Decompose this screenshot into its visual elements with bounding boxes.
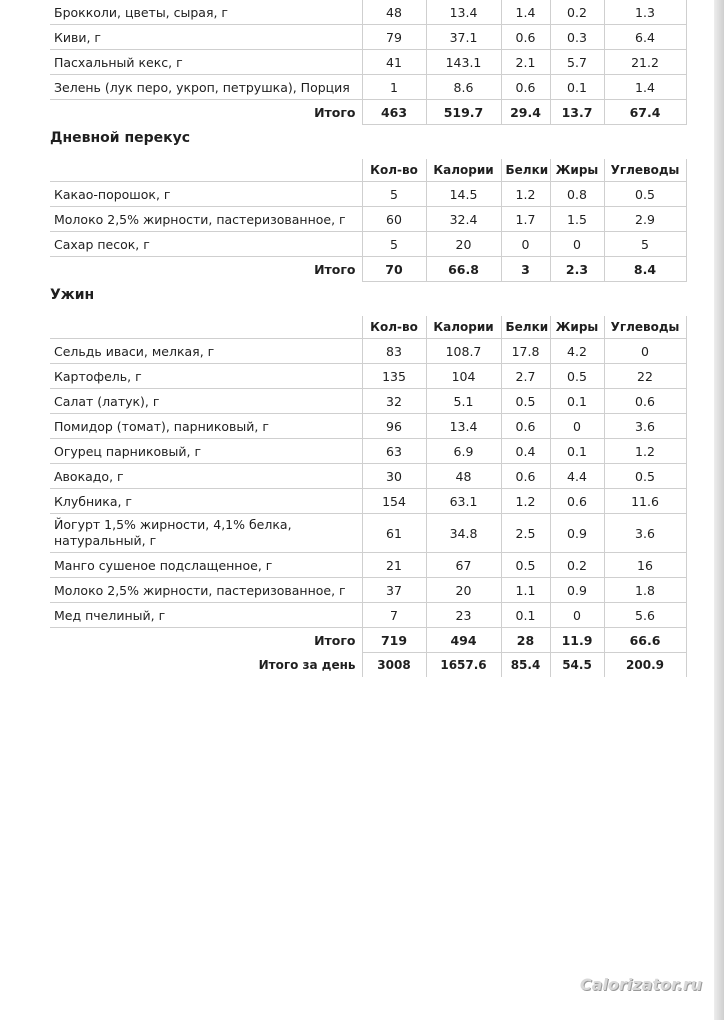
food-name: Молоко 2,5% жирности, пастеризованное, г	[50, 578, 362, 603]
column-header-cal: Калории	[426, 316, 501, 339]
dinner-total-row-carb: 66.6	[604, 628, 686, 653]
cell-fat: 0.1	[550, 389, 604, 414]
section-title-dinner: Ужин	[50, 287, 95, 303]
header-empty-cell	[50, 159, 362, 182]
cell-fat: 4.2	[550, 339, 604, 364]
cell-pro: 1.4	[501, 0, 550, 25]
cell-carb: 22	[604, 364, 686, 389]
lunch-table	[50, 0, 687, 125]
cell-cal: 13.4	[426, 414, 501, 439]
cell-cal: 14.5	[426, 182, 501, 207]
food-name: Салат (латук), г	[50, 389, 362, 414]
food-name: Авокадо, г	[50, 464, 362, 489]
dinner-total-row-label: Итого	[314, 632, 356, 648]
cell-qty: 60	[362, 207, 426, 232]
section-title-snack: Дневной перекус	[50, 130, 191, 146]
cell-carb: 1.4	[604, 75, 686, 100]
column-header-pro: Белки	[501, 159, 550, 182]
table-row	[50, 514, 686, 553]
column-header-fat: Жиры	[550, 159, 604, 182]
table-row	[50, 489, 686, 514]
cell-carb: 3.6	[604, 514, 686, 553]
cell-pro: 0.6	[501, 25, 550, 50]
lunch-total-row-qty: 463	[362, 100, 426, 125]
cell-fat: 1.5	[550, 207, 604, 232]
lunch-total-row-carb: 67.4	[604, 100, 686, 125]
cell-pro: 0	[501, 232, 550, 257]
cell-pro: 0.4	[501, 439, 550, 464]
cell-cal: 13.4	[426, 0, 501, 25]
food-name: Помидор (томат), парниковый, г	[50, 414, 362, 439]
cell-qty: 79	[362, 25, 426, 50]
table-row	[50, 232, 686, 257]
lunch-total-row-label: Итого	[314, 104, 356, 120]
cell-cal: 5.1	[426, 389, 501, 414]
cell-pro: 17.8	[501, 339, 550, 364]
lunch-total-row	[50, 100, 686, 125]
snack-total-row-pro: 3	[501, 257, 550, 282]
cell-fat: 0	[550, 232, 604, 257]
cell-fat: 0.2	[550, 553, 604, 578]
dinner-total-row-qty: 719	[362, 628, 426, 653]
table-row	[50, 0, 686, 25]
column-header-fat: Жиры	[550, 316, 604, 339]
cell-qty: 21	[362, 553, 426, 578]
column-header-qty: Кол-во	[362, 159, 426, 182]
cell-carb: 5	[604, 232, 686, 257]
cell-pro: 0.5	[501, 553, 550, 578]
column-header-qty: Кол-во	[362, 316, 426, 339]
cell-qty: 83	[362, 339, 426, 364]
table-row	[50, 389, 686, 414]
watermark-logo: Calorizator.ru	[579, 975, 702, 994]
food-name: Молоко 2,5% жирности, пастеризованное, г	[50, 207, 362, 232]
cell-fat: 0.5	[550, 364, 604, 389]
cell-carb: 1.3	[604, 0, 686, 25]
food-name: Огурец парниковый, г	[50, 439, 362, 464]
cell-fat: 0	[550, 603, 604, 628]
table-row	[50, 339, 686, 364]
cell-fat: 0.3	[550, 25, 604, 50]
cell-qty: 96	[362, 414, 426, 439]
lunch-total-row-fat: 13.7	[550, 100, 604, 125]
cell-carb: 0.6	[604, 389, 686, 414]
cell-pro: 0.6	[501, 75, 550, 100]
cell-cal: 143.1	[426, 50, 501, 75]
cell-qty: 154	[362, 489, 426, 514]
cell-carb: 16	[604, 553, 686, 578]
cell-carb: 3.6	[604, 414, 686, 439]
table-row	[50, 553, 686, 578]
cell-fat: 5.7	[550, 50, 604, 75]
cell-cal: 37.1	[426, 25, 501, 50]
cell-qty: 135	[362, 364, 426, 389]
food-name: Сахар песок, г	[50, 232, 362, 257]
page-edge	[714, 0, 724, 1020]
cell-fat: 0	[550, 414, 604, 439]
cell-carb: 2.9	[604, 207, 686, 232]
table-row	[50, 364, 686, 389]
cell-pro: 2.5	[501, 514, 550, 553]
day-total-row-qty: 3008	[362, 653, 426, 678]
cell-qty: 7	[362, 603, 426, 628]
cell-cal: 34.8	[426, 514, 501, 553]
cell-carb: 21.2	[604, 50, 686, 75]
cell-pro: 0.6	[501, 464, 550, 489]
cell-fat: 0.6	[550, 489, 604, 514]
cell-carb: 0.5	[604, 182, 686, 207]
day-total-row-label: Итого за день	[258, 657, 356, 672]
food-name: Брокколи, цветы, сырая, г	[50, 0, 362, 25]
cell-qty: 32	[362, 389, 426, 414]
cell-carb: 1.2	[604, 439, 686, 464]
cell-qty: 5	[362, 232, 426, 257]
cell-pro: 2.7	[501, 364, 550, 389]
dinner-table	[50, 316, 687, 677]
lunch-total-row-pro: 29.4	[501, 100, 550, 125]
cell-qty: 48	[362, 0, 426, 25]
food-name: Йогурт 1,5% жирности, 4,1% белка, натуральный, г	[50, 514, 362, 553]
cell-carb: 1.8	[604, 578, 686, 603]
cell-pro: 0.5	[501, 389, 550, 414]
table-row	[50, 50, 686, 75]
cell-cal: 6.9	[426, 439, 501, 464]
cell-qty: 63	[362, 439, 426, 464]
snack-total-row-cal: 66.8	[426, 257, 501, 282]
food-name: Картофель, г	[50, 364, 362, 389]
cell-cal: 63.1	[426, 489, 501, 514]
cell-carb: 0	[604, 339, 686, 364]
cell-carb: 11.6	[604, 489, 686, 514]
cell-pro: 1.7	[501, 207, 550, 232]
dinner-total-row	[50, 628, 686, 653]
snack-total-row	[50, 257, 686, 282]
dinner-total-row-cal: 494	[426, 628, 501, 653]
food-name: Мед пчелиный, г	[50, 603, 362, 628]
cell-qty: 41	[362, 50, 426, 75]
cell-pro: 0.1	[501, 603, 550, 628]
dinner-total-row-fat: 11.9	[550, 628, 604, 653]
food-name: Киви, г	[50, 25, 362, 50]
cell-cal: 48	[426, 464, 501, 489]
table-row	[50, 207, 686, 232]
cell-cal: 20	[426, 232, 501, 257]
column-header-cal: Калории	[426, 159, 501, 182]
table-header-row	[50, 159, 686, 182]
table-row	[50, 439, 686, 464]
dinner-total-row-pro: 28	[501, 628, 550, 653]
cell-fat: 0.9	[550, 514, 604, 553]
food-name: Зелень (лук перо, укроп, петрушка), Порция	[50, 75, 362, 100]
food-name: Клубника, г	[50, 489, 362, 514]
cell-qty: 30	[362, 464, 426, 489]
cell-fat: 0.1	[550, 439, 604, 464]
cell-fat: 0.1	[550, 75, 604, 100]
cell-qty: 61	[362, 514, 426, 553]
snack-table	[50, 159, 687, 282]
table-row	[50, 182, 686, 207]
table-header-row	[50, 316, 686, 339]
cell-qty: 1	[362, 75, 426, 100]
cell-carb: 0.5	[604, 464, 686, 489]
cell-cal: 20	[426, 578, 501, 603]
table-row	[50, 578, 686, 603]
food-name: Пасхальный кекс, г	[50, 50, 362, 75]
cell-cal: 32.4	[426, 207, 501, 232]
column-header-pro: Белки	[501, 316, 550, 339]
cell-fat: 0.9	[550, 578, 604, 603]
lunch-total-row-cal: 519.7	[426, 100, 501, 125]
food-name: Сельдь иваси, мелкая, г	[50, 339, 362, 364]
snack-total-row-fat: 2.3	[550, 257, 604, 282]
snack-total-row-label: Итого	[314, 261, 356, 277]
nutrition-report	[50, 0, 686, 677]
cell-cal: 23	[426, 603, 501, 628]
table-row	[50, 603, 686, 628]
cell-cal: 8.6	[426, 75, 501, 100]
day-total-row-carb: 200.9	[604, 653, 686, 678]
food-name: Какао-порошок, г	[50, 182, 362, 207]
header-empty-cell	[50, 316, 362, 339]
table-row	[50, 75, 686, 100]
day-total-row-pro: 85.4	[501, 653, 550, 678]
cell-qty: 37	[362, 578, 426, 603]
cell-cal: 104	[426, 364, 501, 389]
snack-total-row-qty: 70	[362, 257, 426, 282]
cell-cal: 67	[426, 553, 501, 578]
cell-cal: 108.7	[426, 339, 501, 364]
column-header-carb: Углеводы	[604, 159, 686, 182]
day-total-row-fat: 54.5	[550, 653, 604, 678]
cell-carb: 5.6	[604, 603, 686, 628]
day-total-row-cal: 1657.6	[426, 653, 501, 678]
cell-pro: 1.1	[501, 578, 550, 603]
cell-pro: 1.2	[501, 489, 550, 514]
food-name: Манго сушеное подслащенное, г	[50, 553, 362, 578]
cell-carb: 6.4	[604, 25, 686, 50]
table-row	[50, 464, 686, 489]
day-total-row	[50, 653, 686, 678]
cell-pro: 2.1	[501, 50, 550, 75]
table-row	[50, 25, 686, 50]
cell-qty: 5	[362, 182, 426, 207]
cell-fat: 4.4	[550, 464, 604, 489]
column-header-carb: Углеводы	[604, 316, 686, 339]
cell-fat: 0.2	[550, 0, 604, 25]
cell-fat: 0.8	[550, 182, 604, 207]
cell-pro: 0.6	[501, 414, 550, 439]
cell-pro: 1.2	[501, 182, 550, 207]
table-row	[50, 414, 686, 439]
snack-total-row-carb: 8.4	[604, 257, 686, 282]
